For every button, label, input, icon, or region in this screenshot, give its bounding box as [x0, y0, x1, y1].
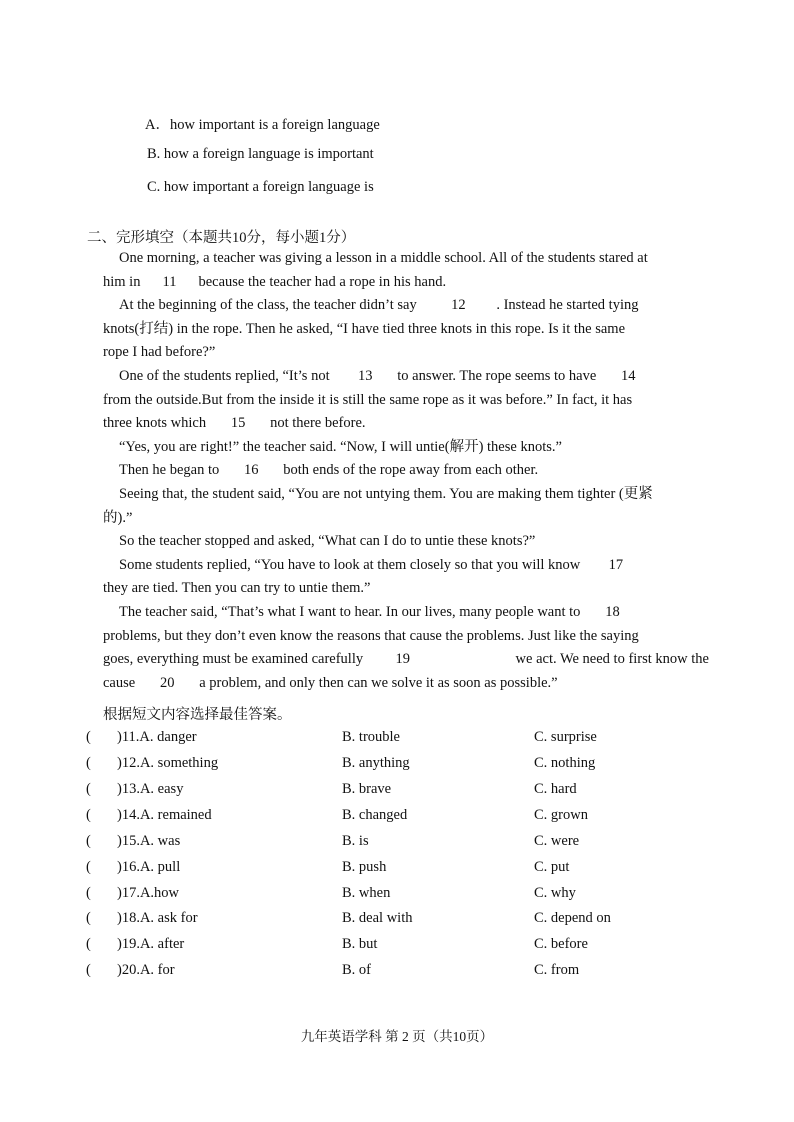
- option-c[interactable]: C. surprise: [534, 729, 597, 745]
- blank-11: 11: [162, 273, 177, 290]
- option-a[interactable]: )14.A. remained: [117, 807, 212, 823]
- passage-text: him in: [103, 273, 141, 290]
- passage-line: [103, 271, 709, 295]
- option-b[interactable]: B. changed: [342, 807, 408, 823]
- option-a[interactable]: )19.A. after: [117, 936, 185, 952]
- question-16: ( )16.A. pull B. push C. put: [86, 859, 570, 875]
- passage-line: [103, 294, 709, 318]
- passage-line: [103, 554, 709, 578]
- passage-text: Seeing that, the student said, “You are not untying them. You are making them tighter (更紧: [119, 485, 653, 502]
- option-c[interactable]: C. put: [534, 859, 570, 875]
- passage-text: we act. We need to first know the: [515, 651, 709, 668]
- passage-text: rope I had before?”: [103, 344, 216, 361]
- option-c[interactable]: C. were: [534, 833, 580, 849]
- option-c[interactable]: C. why: [534, 885, 576, 901]
- passage-text: . Instead he started tying: [496, 297, 639, 314]
- option-c[interactable]: C. before: [534, 936, 588, 952]
- blank-18: 18: [605, 603, 620, 620]
- blank-12: 12: [451, 297, 466, 314]
- blank-16: 16: [244, 462, 259, 479]
- question-14: ( )14.A. remained B. changed C. grown: [86, 807, 588, 823]
- instruction: 根据短文内容选择最佳答案。: [103, 707, 292, 723]
- passage-line: [103, 389, 709, 413]
- prev-option-c: C. how important a foreign language is: [147, 179, 374, 195]
- passage-text: they are tied. Then you can try to untie them.”: [103, 580, 371, 597]
- passage-line: [103, 412, 709, 436]
- question-15: ( )15.A. was B. is C. were: [86, 833, 580, 849]
- option-a[interactable]: )18.A. ask for: [117, 910, 198, 926]
- option-a[interactable]: )13.A. easy: [117, 781, 184, 797]
- passage-text: 的).”: [103, 509, 133, 526]
- question-11: ( )11.A. danger B. trouble C. surprise: [86, 729, 597, 745]
- passage-text: three knots which: [103, 415, 207, 432]
- question-17: ( )17.A.how B. when C. why: [86, 885, 576, 901]
- passage-text: The teacher said, “That’s what I want to hear. In our lives, many people want to: [119, 603, 581, 620]
- passage-line: [103, 247, 709, 271]
- option-b[interactable]: B. of: [342, 962, 371, 978]
- passage-text: because the teacher had a rope in his hand.: [198, 273, 447, 290]
- passage-text: not there before.: [270, 415, 366, 432]
- prev-option-a: A．how important is a foreign language: [145, 117, 380, 133]
- option-b[interactable]: B. trouble: [342, 729, 400, 745]
- passage-line: [103, 436, 709, 460]
- blank-15: 15: [230, 415, 246, 432]
- passage-line: [103, 365, 709, 389]
- blank-20: 20: [159, 674, 175, 691]
- option-a[interactable]: )11.A. danger: [117, 729, 197, 745]
- option-b[interactable]: B. when: [342, 885, 391, 901]
- question-19: ( )19.A. after B. but C. before: [86, 936, 588, 952]
- question-12: ( )12.A. something B. anything C. nothing: [86, 755, 596, 771]
- section-heading: 二、完形填空（本题共10分，每小题1分）: [87, 230, 356, 246]
- question-18: ( )18.A. ask for B. deal with C. depend on: [86, 910, 611, 926]
- passage-text: goes, everything must be examined carefully: [103, 651, 367, 668]
- option-c[interactable]: C. nothing: [534, 755, 596, 771]
- cloze-passage: [103, 247, 709, 695]
- question-13: ( )13.A. easy B. brave C. hard: [86, 781, 577, 797]
- passage-line: [103, 672, 709, 696]
- passage-text: a problem, and only then can we solve it as soon as possible.”: [199, 674, 558, 691]
- option-b[interactable]: B. but: [342, 936, 378, 952]
- option-b[interactable]: B. deal with: [342, 910, 413, 926]
- passage-text: from the outside.But from the inside it is still the same rope as it was before.” In fact, it has: [103, 391, 633, 408]
- passage-line: [103, 577, 709, 601]
- option-c[interactable]: C. grown: [534, 807, 588, 823]
- blank-13: 13: [357, 367, 373, 384]
- passage-text: “Yes, you are right!” the teacher said. “Now, I will untie(解开) these knots.”: [119, 438, 562, 455]
- passage-text: Some students replied, “You have to look at them closely so that you will know: [119, 556, 584, 573]
- passage-text: One morning, a teacher was giving a lesson in a middle school. All of the students stared at: [119, 250, 648, 266]
- option-c[interactable]: C. depend on: [534, 910, 611, 926]
- passage-text: to answer. The rope seems to have: [397, 367, 597, 384]
- option-b[interactable]: B. brave: [342, 781, 392, 797]
- passage-line: [103, 318, 709, 342]
- option-b[interactable]: B. is: [342, 833, 369, 849]
- option-b[interactable]: B. anything: [342, 755, 410, 771]
- passage-line: [103, 459, 709, 483]
- passage-text: Then he began to: [119, 462, 220, 479]
- option-a[interactable]: )15.A. was: [117, 833, 181, 849]
- prev-option-b: B. how a foreign language is important: [147, 146, 374, 162]
- passage-text: One of the students replied, “It’s not: [119, 367, 334, 384]
- passage-line: [103, 341, 709, 365]
- passage-text: knots(打结) in the rope. Then he asked, “I have tied three knots in this rope. Is it the same: [103, 320, 625, 337]
- blank-14: 14: [621, 367, 636, 384]
- blank-17: 17: [608, 556, 624, 573]
- passage-text: So the teacher stopped and asked, “What can I do to untie these knots?”: [119, 533, 536, 550]
- option-c[interactable]: C. from: [534, 962, 580, 978]
- passage-line: [103, 625, 709, 649]
- passage-line: [103, 648, 709, 672]
- option-a[interactable]: )20.A. for: [117, 962, 175, 978]
- passage-line: [103, 530, 709, 554]
- blank-19: 19: [395, 651, 410, 668]
- option-a[interactable]: )12.A. something: [117, 755, 219, 771]
- option-a[interactable]: )17.A.how: [117, 885, 180, 901]
- option-c[interactable]: C. hard: [534, 781, 577, 797]
- passage-text: problems, but they don’t even know the reasons that cause the problems. Just like the saying: [103, 627, 639, 644]
- page-footer: 九年英语学科 第 2 页（共10页）: [300, 1029, 494, 1044]
- passage-text: At the beginning of the class, the teacher didn’t say: [119, 297, 421, 314]
- passage-line: [103, 483, 709, 507]
- passage-text: cause: [103, 674, 136, 691]
- passage-text: both ends of the rope away from each other.: [283, 462, 539, 479]
- question-20: ( )20.A. for B. of C. from: [86, 962, 580, 978]
- option-b[interactable]: B. push: [342, 859, 387, 875]
- passage-line: [103, 507, 709, 531]
- passage-line: [103, 601, 709, 625]
- option-a[interactable]: )16.A. pull: [117, 859, 181, 875]
